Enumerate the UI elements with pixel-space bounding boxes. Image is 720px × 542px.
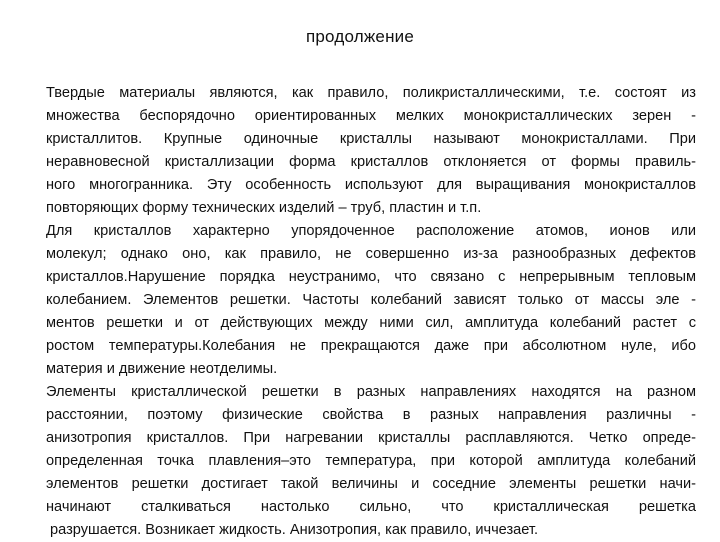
page-title: продолжение <box>305 27 415 46</box>
text-line: Элементы кристаллической решетки в разных направлениях находятся на разном <box>46 384 696 400</box>
text-line: молекул; однако оно, как правило, не совершенно из-за разнообразных дефектов <box>46 246 696 262</box>
text-line: ментов решетки и от действующих между ними сил, амплитуда колебаний растет с <box>46 315 696 331</box>
text-line: начинают сталкиваться настолько сильно, что кристаллическая решетка <box>46 499 696 515</box>
text-line: разрушается. Возникает жидкость. Анизотропия, как правило, иччезает. <box>50 522 539 538</box>
text-line: определенная точка плавления–это температура, при которой амплитуда колебаний <box>46 453 696 469</box>
text-line: ростом температуры.Колебания не прекращаются даже при абсолютном нуле, ибо <box>46 338 696 354</box>
text-line: кристаллов.Нарушение порядка неустранимо, что связано с непрерывным тепловым <box>46 269 696 285</box>
text-line: анизотропия кристаллов. При нагревании кристаллы расплавляются. Четко опреде- <box>46 430 696 446</box>
body-text <box>46 82 696 542</box>
text-line: неравновесной кристаллизации форма кристаллов отклоняется от формы правиль- <box>46 154 696 170</box>
text-line: повторяющих форму технических изделий – труб, пластин и т.п. <box>46 200 482 216</box>
text-line: материя и движение неотделимы. <box>46 361 278 377</box>
text-line: множества беспорядочно ориентированных мелких монокристаллических зерен - <box>46 108 696 124</box>
text-line: ного многогранника. Эту особенность используют для выращивания монокристаллов <box>46 177 696 193</box>
text-line: Твердые материалы являются, как правило, поликристаллическими, т.е. состоят из <box>46 85 696 101</box>
text-line: Для кристаллов характерно упорядоченное расположение атомов, ионов или <box>46 223 696 239</box>
text-line: кристаллитов. Крупные одиночные кристаллы называют монокристаллами. При <box>46 131 696 147</box>
text-line: колебанием. Элементов решетки. Частоты колебаний зависят только от массы эле - <box>46 292 696 308</box>
text-line: расстоянии, поэтому физические свойства в разных направления различны - <box>46 407 696 423</box>
text-line: элементов решетки достигает такой величины и соседние элементы решетки начи- <box>46 476 696 492</box>
